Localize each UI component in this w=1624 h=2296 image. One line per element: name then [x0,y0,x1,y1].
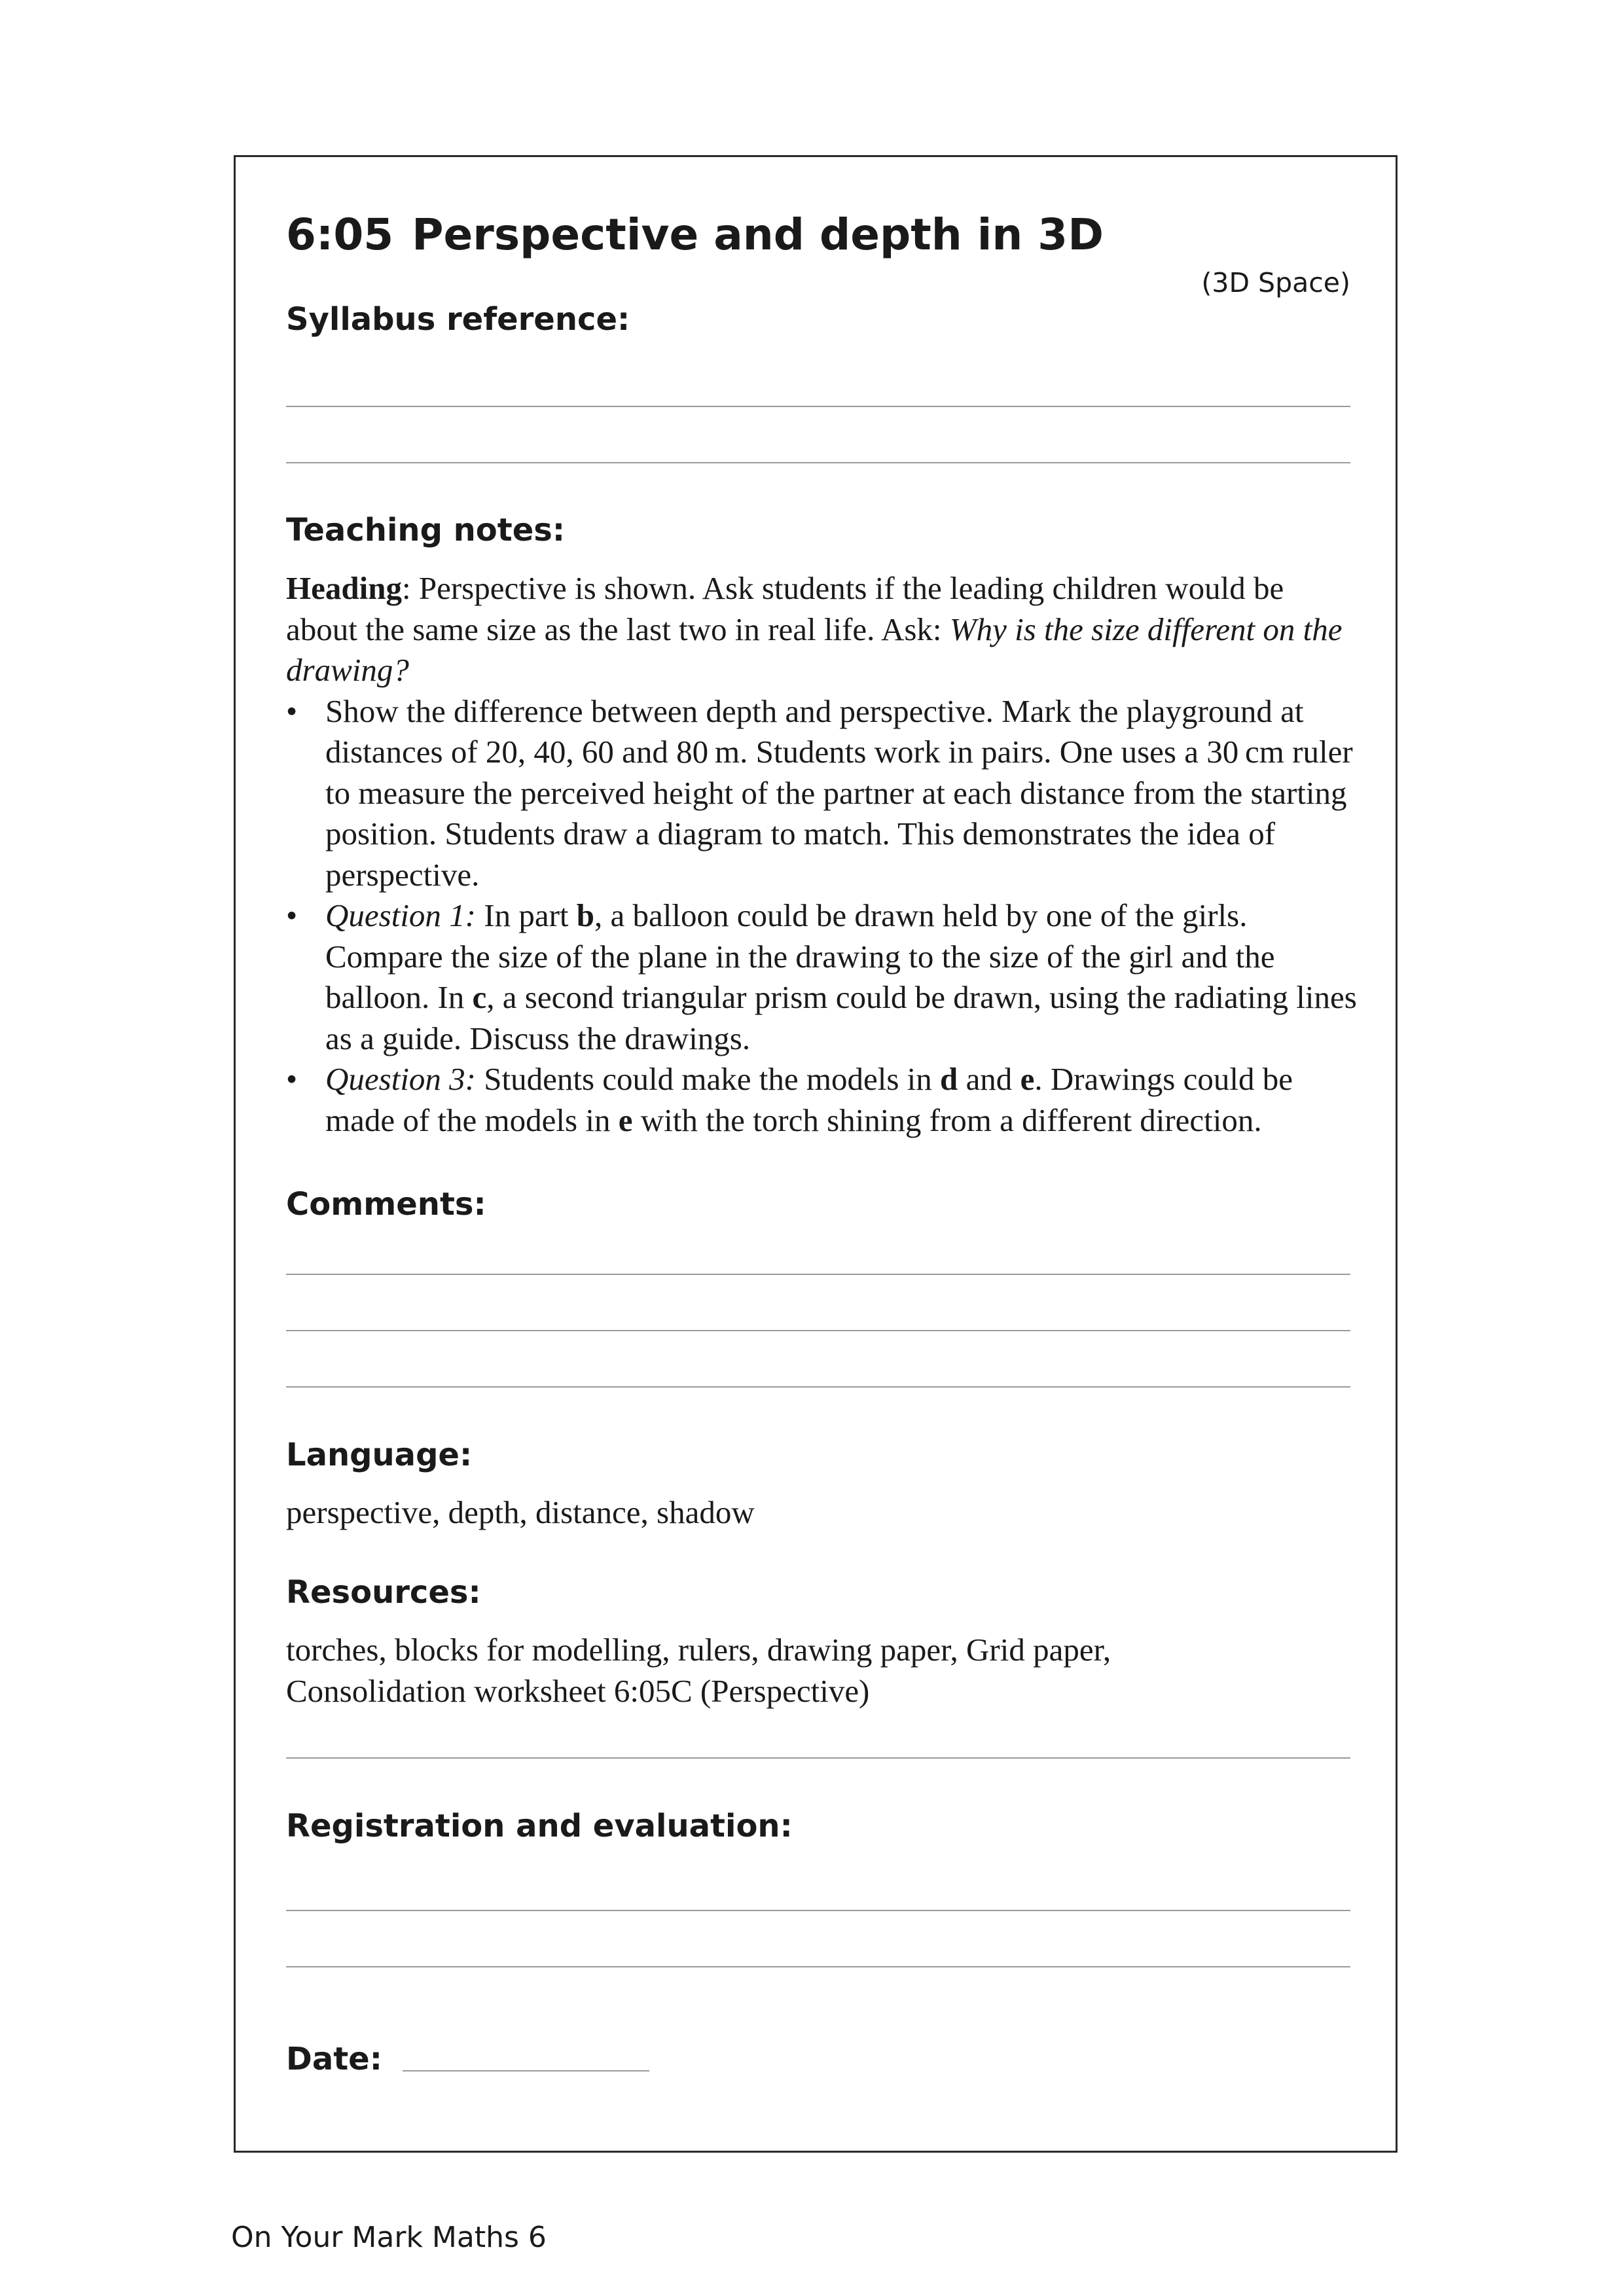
lesson-number: 6:05 [286,209,394,260]
resources-text [286,1630,1360,1712]
page-title [286,209,1104,260]
resources-heading: Resources: [286,1574,481,1611]
question-label: Question 3: [325,1061,476,1097]
date-label: Date: [286,2041,382,2077]
bullet-text: and [958,1061,1020,1097]
bullet-icon: • [286,897,298,933]
bullet-text: , a balloon could be drawn held by one of the girls. Compare the size of the plane in the drawing to the size of the girl and the balloon. In [325,897,1275,1015]
question-label: Question 1: [325,897,476,933]
bullet-text: . Drawings could be made of the models in [325,1061,1293,1138]
list-item [286,691,1360,896]
comments-heading: Comments: [286,1186,486,1223]
syllabus-line-1 [286,406,1350,407]
intro-question: Why is the size different on the drawing? [286,611,1343,688]
page-footer: On Your Mark Maths 6 [231,2221,547,2254]
teaching-notes-heading: Teaching notes: [286,512,566,548]
bullet-text: Students could make the models in [476,1061,941,1097]
registration-heading: Registration and evaluation: [286,1808,793,1844]
date-field-line [403,2070,649,2072]
syllabus-heading: Syllabus reference: [286,301,630,338]
part-letter: e [1020,1061,1035,1097]
intro-bold: Heading [286,570,402,606]
comments-line-3 [286,1386,1350,1388]
strand-label: (3D Space) [1201,267,1350,298]
language-heading: Language: [286,1437,473,1473]
list-item [286,895,1360,1059]
bullet-text: Show the difference between depth and perspective. Mark the playground at distances of 20, 40, 60 and 80 m. Students work in pairs. One uses a 30 cm ruler to measure the perceived height of the partner at each distance from the starting position. Students draw a diagram to match. This demonstrates the idea of perspective. [325,692,1353,893]
intro-text: : Perspective is shown. Ask students if the leading children would be about the same size as the last two in real life. Ask: [286,570,1284,647]
lesson-title: Perspective and depth in 3D [412,209,1104,260]
bullet-text: In part [476,897,577,933]
bullet-icon: • [286,1061,298,1097]
part-letter: d [940,1061,958,1097]
page-frame [234,155,1398,2153]
comments-line-2 [286,1330,1350,1331]
bullet-icon: • [286,692,298,729]
language-text: perspective, depth, distance, shadow [286,1494,755,1530]
list-item [286,1059,1360,1141]
part-letter: e [618,1102,633,1138]
part-letter: b [576,897,595,933]
teaching-bullets [286,691,1360,1141]
bullet-text: with the torch shining from a different direction. [632,1102,1262,1138]
bullet-text: , a second triangular prism could be drawn, using the radiating lines as a guide. Discuss the drawings. [325,979,1357,1056]
resources-line-rule [286,1757,1350,1759]
teaching-notes-body [286,568,1360,1141]
syllabus-line-2 [286,462,1350,463]
teaching-intro [286,568,1360,691]
resources-line: torches, blocks for modelling, rulers, drawing paper, Grid paper, [286,1632,1111,1668]
registration-line-2 [286,1966,1350,1967]
resources-line: Consolidation worksheet 6:05C (Perspective) [286,1672,870,1709]
registration-line-1 [286,1910,1350,1911]
comments-line-1 [286,1274,1350,1275]
part-letter: c [472,979,487,1015]
